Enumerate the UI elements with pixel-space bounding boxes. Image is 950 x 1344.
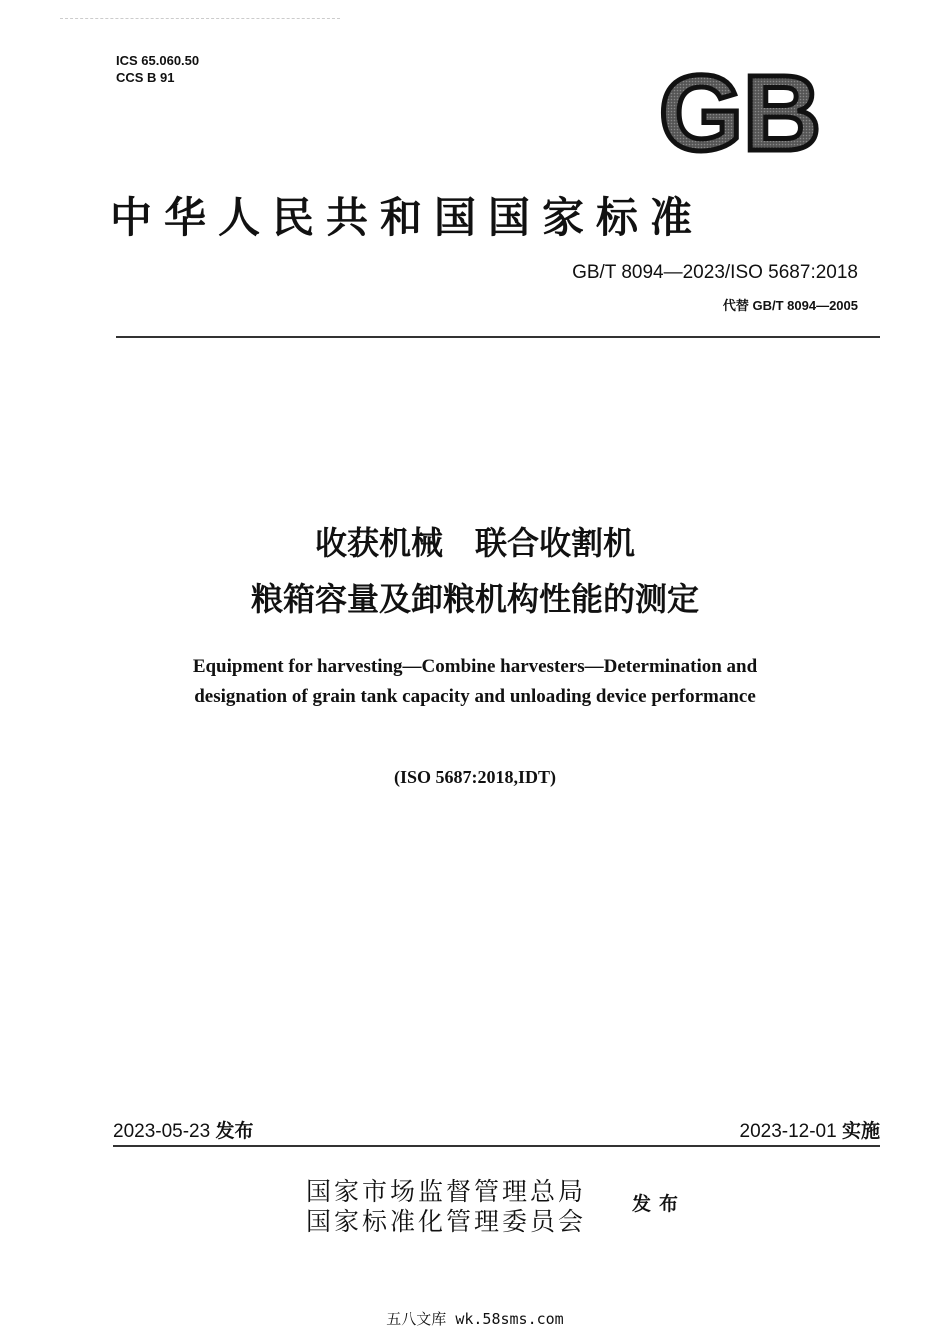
- title-en-line1: Equipment for harvesting—Combine harvesters—Determination and: [192, 656, 758, 677]
- gb-logo-text: GB: [659, 62, 821, 162]
- title-cn-line2: 粮箱容量及卸粮机构性能的测定: [250, 580, 699, 618]
- issuer-sac: 国家标准化管理委员会: [306, 1207, 587, 1236]
- effective-date-label: 实施: [841, 1120, 880, 1142]
- issue-date: [113, 1116, 254, 1143]
- scan-artifact-line: [60, 18, 340, 19]
- effective-date: [740, 1116, 881, 1143]
- country-standard-title: 中华人民共和国国家标准: [110, 193, 705, 242]
- header-divider: [116, 336, 880, 338]
- replaces-standard: 代替 GB/T 8094—2005: [722, 298, 858, 313]
- ics-code: ICS 65.060.50: [116, 53, 200, 68]
- effective-date-value: 2023-12-01: [739, 1121, 837, 1142]
- iso-equivalence: (ISO 5687:2018,IDT): [393, 767, 556, 787]
- title-en-line2: designation of grain tank capacity and unloading device performance: [194, 686, 756, 707]
- footer-divider: [113, 1145, 880, 1147]
- issuer-samr: 国家市场监督管理总局: [306, 1177, 587, 1206]
- classification-codes: [116, 52, 199, 86]
- standard-number: GB/T 8094—2023/ISO 5687:2018: [572, 262, 858, 283]
- ccs-code: CCS B 91: [116, 70, 175, 85]
- issue-date-label: 发布: [215, 1120, 254, 1142]
- title-cn-line1: 收获机械 联合收割机: [314, 524, 635, 562]
- publish-label: 发布: [632, 1193, 687, 1215]
- gb-logo: [640, 62, 840, 162]
- issue-date-value: 2023-05-23: [113, 1121, 211, 1142]
- footer-watermark: 五八文库 wk.58sms.com: [386, 1310, 564, 1328]
